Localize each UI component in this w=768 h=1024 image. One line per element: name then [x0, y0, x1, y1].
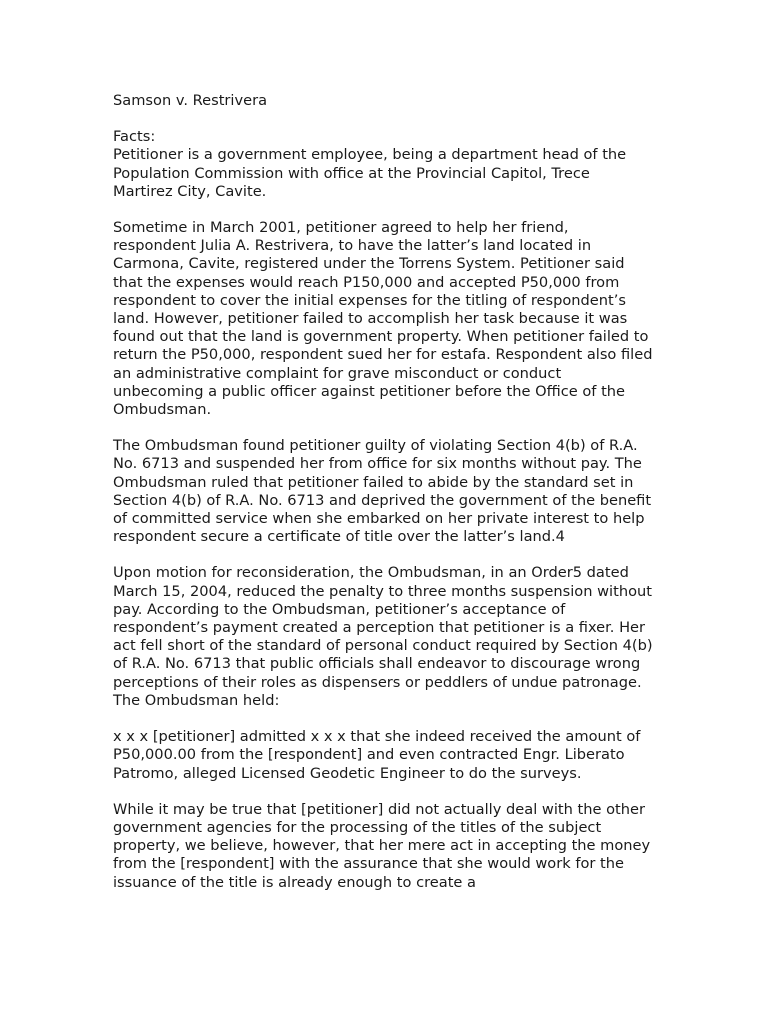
facts-heading: Facts:	[113, 128, 156, 146]
paragraph-land-titling: Sometime in March 2001, petitioner agreed to help her friend, respondent Julia A. Restrivera, to have the latter’s land located in Carmona, Cavite, registered under the Torrens System. Petitioner said that the expenses would reach P150,000 and accepted P50,000 from respondent to cover the initial expenses for the titling of respondent’s land. However, petitioner failed to accomplish her task because it was found out that the land is government property. When petitioner failed to return the P50,000, respondent sued her for estafa. Respondent also filed an administrative complaint for grave misconduct or conduct unbecoming a public officer against petitioner before the Office of the Ombudsman.	[113, 219, 653, 419]
case-title: Samson v. Restrivera	[113, 92, 268, 109]
paragraph-quoted-reasoning: While it may be true that [petitioner] did not actually deal with the other government agencies for the processing of the titles of the subject property, we believe, however, that her mere act in accepting the money from the [respondent] with the assurance that she would work for the issuance of the title is already enough to create a	[113, 800, 651, 891]
paragraph-ombudsman-ruling: The Ombudsman found petitioner guilty of violating Section 4(b) of R.A. No. 6713 and suspended her from office for six months without pay. The Ombudsman ruled that petitioner failed to abide by the standard set in Section 4(b) of R.A. No. 6713 and deprived the government of the benefit of committed service when she embarked on her private interest to help respondent secure a certificate of title over the latter’s land.4	[113, 437, 652, 546]
paragraph-quoted-admission: x x x [petitioner] admitted x x x that she indeed received the amount of P50,000.00 from the [respondent] and even contracted Engr. Liberato Patromo, alleged Licensed Geodetic Engineer to do the surveys.	[113, 728, 641, 782]
paragraph-petitioner-employment: Petitioner is a government employee, being a department head of the Population Commission with office at the Provincial Capitol, Trece Martirez City, Cavite.	[113, 146, 627, 200]
document-body	[113, 92, 653, 910]
paragraph-reconsideration: Upon motion for reconsideration, the Ombudsman, in an Order5 dated March 15, 2004, reduced the penalty to three months suspension without pay. According to the Ombudsman, petitioner’s acceptance of respondent’s payment created a perception that petitioner is a fixer. Her act fell short of the standard of personal conduct required by Section 4(b) of R.A. No. 6713 that public officials shall endeavor to discourage wrong perceptions of their roles as dispensers or peddlers of undue patronage. The Ombudsman held:	[113, 564, 653, 709]
